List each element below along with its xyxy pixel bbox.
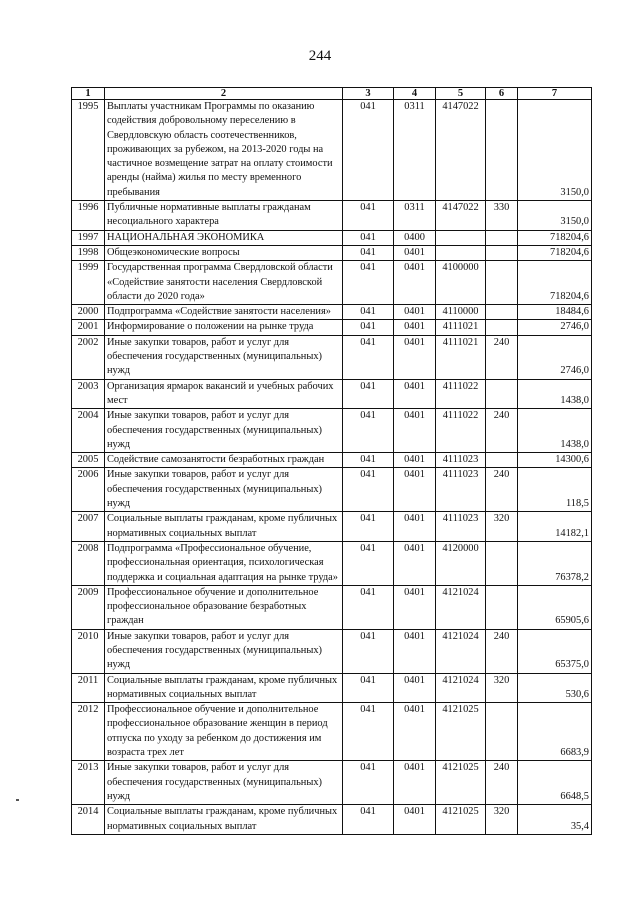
row-description: Социальные выплаты гражданам, кроме публичных нормативных социальных выплат bbox=[105, 673, 343, 703]
table-row bbox=[72, 541, 592, 585]
amount: 1438,0 bbox=[518, 379, 592, 409]
expense-type-code bbox=[486, 261, 518, 305]
expense-type-code bbox=[486, 541, 518, 585]
expense-type-code bbox=[486, 453, 518, 468]
table-row bbox=[72, 245, 592, 260]
col-header: 7 bbox=[518, 88, 592, 100]
ministry-code: 041 bbox=[343, 585, 394, 629]
table-row bbox=[72, 201, 592, 231]
ministry-code: 041 bbox=[343, 453, 394, 468]
section-code: 0311 bbox=[394, 201, 436, 231]
section-code: 0311 bbox=[394, 100, 436, 201]
expense-type-code: 320 bbox=[486, 805, 518, 835]
row-description: Профессиональное обучение и дополнительное профессиональное образование безработных граждан bbox=[105, 585, 343, 629]
target-article-code: 4110000 bbox=[436, 305, 486, 320]
ministry-code: 041 bbox=[343, 305, 394, 320]
expense-type-code: 320 bbox=[486, 673, 518, 703]
expense-type-code: 240 bbox=[486, 468, 518, 512]
target-article-code: 4147022 bbox=[436, 201, 486, 231]
col-header: 6 bbox=[486, 88, 518, 100]
row-number: 2004 bbox=[72, 409, 105, 453]
section-code: 0401 bbox=[394, 673, 436, 703]
amount: 2746,0 bbox=[518, 320, 592, 335]
ministry-code: 041 bbox=[343, 201, 394, 231]
table-header-row bbox=[72, 88, 592, 100]
section-code: 0401 bbox=[394, 320, 436, 335]
amount: 1438,0 bbox=[518, 409, 592, 453]
expense-type-code bbox=[486, 305, 518, 320]
amount: 530,6 bbox=[518, 673, 592, 703]
expense-type-code: 320 bbox=[486, 512, 518, 542]
row-description: Подпрограмма «Содействие занятости населения» bbox=[105, 305, 343, 320]
scan-speck bbox=[16, 799, 19, 801]
row-number: 2014 bbox=[72, 805, 105, 835]
ministry-code: 041 bbox=[343, 512, 394, 542]
table-row bbox=[72, 585, 592, 629]
target-article-code: 4121024 bbox=[436, 673, 486, 703]
table-row bbox=[72, 230, 592, 245]
row-description: Профессиональное обучение и дополнительное профессиональное образование женщин в период отпуска по уходу за ребенком до достижения им возраста трех лет bbox=[105, 703, 343, 761]
row-description: Социальные выплаты гражданам, кроме публичных нормативных социальных выплат bbox=[105, 805, 343, 835]
row-description: Выплаты участникам Программы по оказанию содействия добровольному переселению в Свердловскую область соотечественников, проживающих за рубежом, на 2013-2020 годы на частичное возмещение затрат на оплату стоимости аренды (найма) жилья по месту временного пребывания bbox=[105, 100, 343, 201]
row-description: Иные закупки товаров, работ и услуг для обеспечения государственных (муниципальных) нужд bbox=[105, 335, 343, 379]
section-code: 0401 bbox=[394, 305, 436, 320]
row-number: 2009 bbox=[72, 585, 105, 629]
ministry-code: 041 bbox=[343, 703, 394, 761]
amount: 35,4 bbox=[518, 805, 592, 835]
amount: 2746,0 bbox=[518, 335, 592, 379]
table-row bbox=[72, 379, 592, 409]
row-number: 2012 bbox=[72, 703, 105, 761]
ministry-code: 041 bbox=[343, 335, 394, 379]
amount: 76378,2 bbox=[518, 541, 592, 585]
amount: 718204,6 bbox=[518, 245, 592, 260]
col-header: 2 bbox=[105, 88, 343, 100]
section-code: 0401 bbox=[394, 261, 436, 305]
row-number: 2003 bbox=[72, 379, 105, 409]
table-row bbox=[72, 305, 592, 320]
amount: 18484,6 bbox=[518, 305, 592, 320]
row-number: 2006 bbox=[72, 468, 105, 512]
ministry-code: 041 bbox=[343, 409, 394, 453]
row-number: 2007 bbox=[72, 512, 105, 542]
ministry-code: 041 bbox=[343, 261, 394, 305]
col-header: 1 bbox=[72, 88, 105, 100]
target-article-code: 4147022 bbox=[436, 100, 486, 201]
page-number: 244 bbox=[308, 48, 332, 64]
amount: 718204,6 bbox=[518, 261, 592, 305]
table-row bbox=[72, 703, 592, 761]
target-article-code bbox=[436, 245, 486, 260]
target-article-code: 4121025 bbox=[436, 761, 486, 805]
section-code: 0401 bbox=[394, 541, 436, 585]
row-description: НАЦИОНАЛЬНАЯ ЭКОНОМИКА bbox=[105, 230, 343, 245]
row-description: Информирование о положении на рынке труда bbox=[105, 320, 343, 335]
target-article-code: 4120000 bbox=[436, 541, 486, 585]
amount: 65375,0 bbox=[518, 629, 592, 673]
expense-type-code bbox=[486, 379, 518, 409]
table-row bbox=[72, 335, 592, 379]
row-number: 2005 bbox=[72, 453, 105, 468]
amount: 3150,0 bbox=[518, 100, 592, 201]
expense-type-code bbox=[486, 245, 518, 260]
table-row bbox=[72, 761, 592, 805]
expense-type-code bbox=[486, 585, 518, 629]
row-description: Организация ярмарок вакансий и учебных рабочих мест bbox=[105, 379, 343, 409]
target-article-code: 4111021 bbox=[436, 335, 486, 379]
expense-type-code bbox=[486, 320, 518, 335]
row-number: 2002 bbox=[72, 335, 105, 379]
row-number: 2001 bbox=[72, 320, 105, 335]
ministry-code: 041 bbox=[343, 541, 394, 585]
expense-type-code bbox=[486, 703, 518, 761]
ministry-code: 041 bbox=[343, 100, 394, 201]
target-article-code: 4111021 bbox=[436, 320, 486, 335]
target-article-code bbox=[436, 230, 486, 245]
expense-type-code bbox=[486, 100, 518, 201]
target-article-code: 4111023 bbox=[436, 453, 486, 468]
ministry-code: 041 bbox=[343, 320, 394, 335]
ministry-code: 041 bbox=[343, 379, 394, 409]
table-row bbox=[72, 409, 592, 453]
row-number: 1998 bbox=[72, 245, 105, 260]
section-code: 0401 bbox=[394, 703, 436, 761]
table-row bbox=[72, 320, 592, 335]
row-description: Публичные нормативные выплаты гражданам несоциального характера bbox=[105, 201, 343, 231]
col-header: 5 bbox=[436, 88, 486, 100]
expense-type-code: 240 bbox=[486, 761, 518, 805]
table-row bbox=[72, 261, 592, 305]
row-description: Иные закупки товаров, работ и услуг для обеспечения государственных (муниципальных) нужд bbox=[105, 409, 343, 453]
amount: 14182,1 bbox=[518, 512, 592, 542]
col-header: 3 bbox=[343, 88, 394, 100]
ministry-code: 041 bbox=[343, 468, 394, 512]
ministry-code: 041 bbox=[343, 805, 394, 835]
table-row bbox=[72, 629, 592, 673]
row-number: 1999 bbox=[72, 261, 105, 305]
target-article-code: 4121025 bbox=[436, 703, 486, 761]
target-article-code: 4111022 bbox=[436, 379, 486, 409]
amount: 6683,9 bbox=[518, 703, 592, 761]
expense-type-code: 240 bbox=[486, 335, 518, 379]
row-description: Иные закупки товаров, работ и услуг для обеспечения государственных (муниципальных) нужд bbox=[105, 761, 343, 805]
row-description: Иные закупки товаров, работ и услуг для обеспечения государственных (муниципальных) нужд bbox=[105, 629, 343, 673]
row-description: Общеэкономические вопросы bbox=[105, 245, 343, 260]
ministry-code: 041 bbox=[343, 245, 394, 260]
amount: 65905,6 bbox=[518, 585, 592, 629]
target-article-code: 4100000 bbox=[436, 261, 486, 305]
col-header: 4 bbox=[394, 88, 436, 100]
section-code: 0400 bbox=[394, 230, 436, 245]
section-code: 0401 bbox=[394, 379, 436, 409]
row-description: Содействие самозанятости безработных граждан bbox=[105, 453, 343, 468]
target-article-code: 4111022 bbox=[436, 409, 486, 453]
table-row bbox=[72, 100, 592, 201]
ministry-code: 041 bbox=[343, 629, 394, 673]
row-number: 2000 bbox=[72, 305, 105, 320]
target-article-code: 4121025 bbox=[436, 805, 486, 835]
amount: 14300,6 bbox=[518, 453, 592, 468]
section-code: 0401 bbox=[394, 245, 436, 260]
row-number: 2008 bbox=[72, 541, 105, 585]
row-description: Подпрограмма «Профессиональное обучение, профессиональная ориентация, психологическая поддержка и социальная адаптация на рынке труда» bbox=[105, 541, 343, 585]
section-code: 0401 bbox=[394, 409, 436, 453]
section-code: 0401 bbox=[394, 512, 436, 542]
table-row bbox=[72, 453, 592, 468]
row-number: 1995 bbox=[72, 100, 105, 201]
target-article-code: 4121024 bbox=[436, 585, 486, 629]
section-code: 0401 bbox=[394, 585, 436, 629]
expense-type-code: 240 bbox=[486, 409, 518, 453]
expense-type-code: 330 bbox=[486, 201, 518, 231]
amount: 718204,6 bbox=[518, 230, 592, 245]
row-number: 2013 bbox=[72, 761, 105, 805]
ministry-code: 041 bbox=[343, 230, 394, 245]
table-row bbox=[72, 468, 592, 512]
target-article-code: 4121024 bbox=[436, 629, 486, 673]
section-code: 0401 bbox=[394, 335, 436, 379]
ministry-code: 041 bbox=[343, 673, 394, 703]
section-code: 0401 bbox=[394, 453, 436, 468]
amount: 118,5 bbox=[518, 468, 592, 512]
row-description: Иные закупки товаров, работ и услуг для обеспечения государственных (муниципальных) нужд bbox=[105, 468, 343, 512]
expense-type-code: 240 bbox=[486, 629, 518, 673]
target-article-code: 4111023 bbox=[436, 468, 486, 512]
row-number: 1996 bbox=[72, 201, 105, 231]
section-code: 0401 bbox=[394, 629, 436, 673]
amount: 6648,5 bbox=[518, 761, 592, 805]
section-code: 0401 bbox=[394, 468, 436, 512]
row-description: Социальные выплаты гражданам, кроме публичных нормативных социальных выплат bbox=[105, 512, 343, 542]
table-row bbox=[72, 512, 592, 542]
amount: 3150,0 bbox=[518, 201, 592, 231]
row-number: 1997 bbox=[72, 230, 105, 245]
table-row bbox=[72, 673, 592, 703]
row-description: Государственная программа Свердловской области «Содействие занятости населения Свердловской области до 2020 года» bbox=[105, 261, 343, 305]
section-code: 0401 bbox=[394, 805, 436, 835]
row-number: 2011 bbox=[72, 673, 105, 703]
table-row bbox=[72, 805, 592, 835]
budget-table bbox=[71, 87, 592, 835]
ministry-code: 041 bbox=[343, 761, 394, 805]
target-article-code: 4111023 bbox=[436, 512, 486, 542]
row-number: 2010 bbox=[72, 629, 105, 673]
expense-type-code bbox=[486, 230, 518, 245]
section-code: 0401 bbox=[394, 761, 436, 805]
